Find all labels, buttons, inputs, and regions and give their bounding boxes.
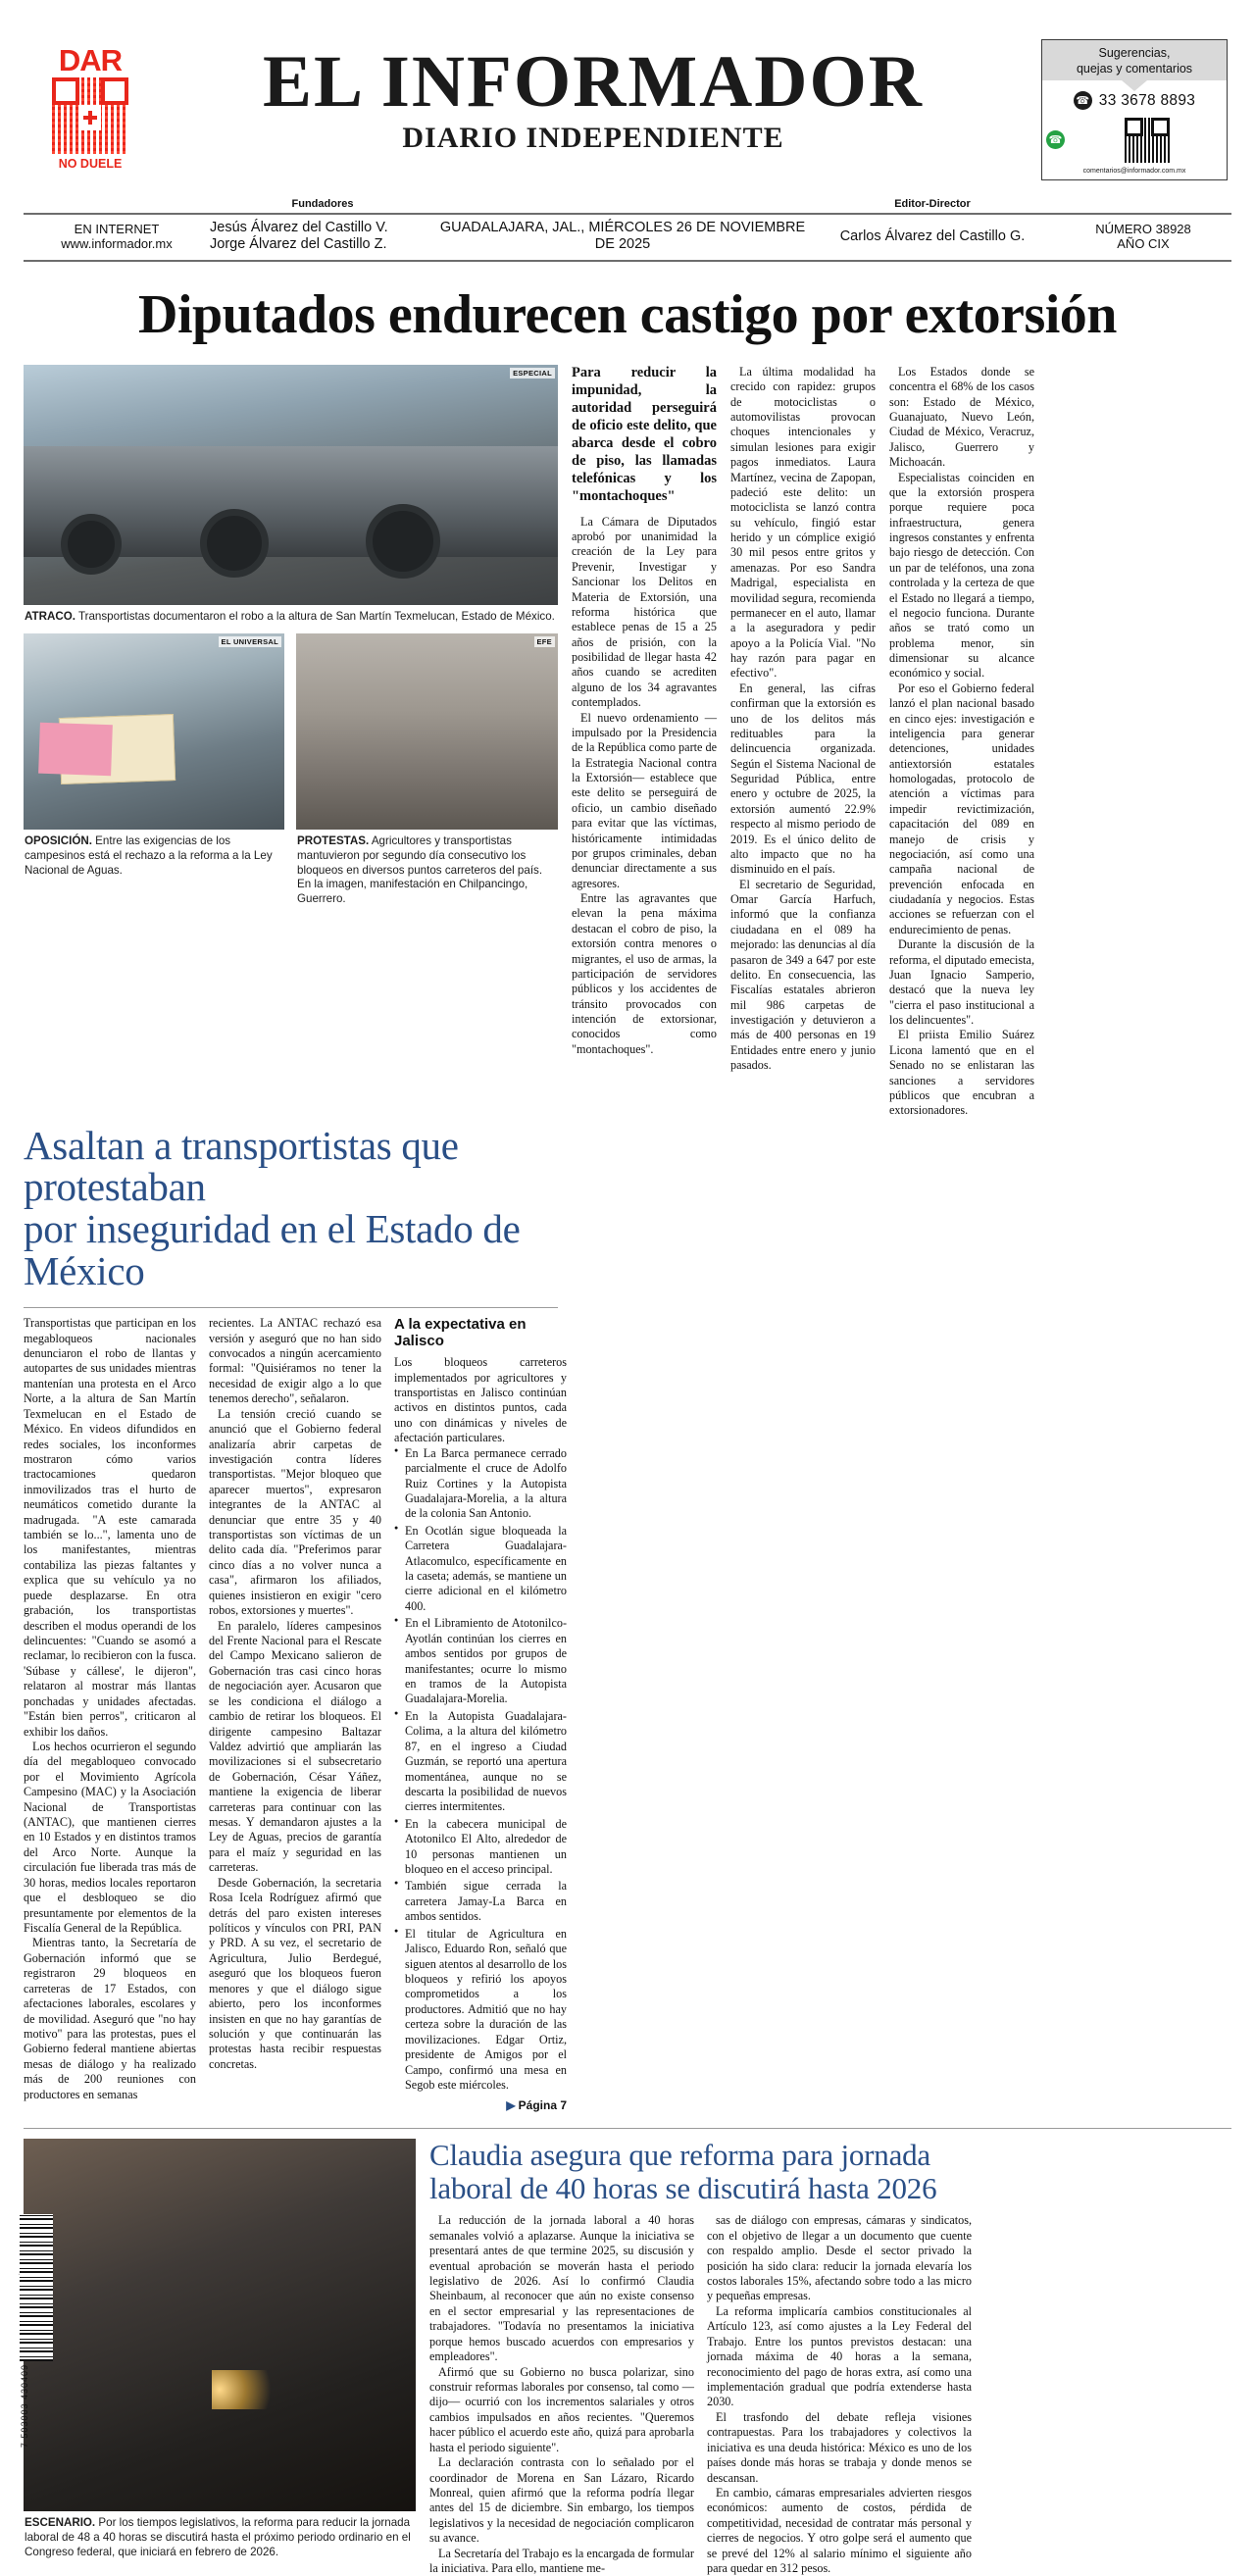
founder-1: Jesús Álvarez del Castillo V.	[210, 220, 388, 235]
list-item: ● En la Autopista Guadalajara-Colima, a la altura del kilómetro 87, en el ingreso a Ciudad Guzmán, se reportó una apertura momentánea, aunque no se descarta la posibilidad de nuevos cierres intermitentes.	[394, 1709, 567, 1815]
bottom-text-column	[429, 2139, 1231, 2576]
paragraph: recientes. La ANTAC rechazó esa versión y aseguró que no han sido convocados a ningún acercamiento formal: "Quisiéramos no tener la necesidad de exigir algo a lo que tenemos derecho", señalaron.	[209, 1316, 381, 1406]
list-item: ● En la cabecera municipal de Atotonilco El Alto, alrededor de 10 personas mantienen un bloqueo en el acceso principal.	[394, 1817, 567, 1878]
place-date: GUADALAJARA, JAL., MIÉRCOLES 26 DE NOVIEMBRE DE 2025	[439, 220, 806, 253]
caption-text: Por los tiempos legislativos, la reforma para reducir la jornada laboral de 48 a 40 horas se discutirá hasta el próximo periodo ordinario en el Congreso federal, que iniciará en febrero de 2026.	[25, 2516, 411, 2558]
paragraph: La tensión creció cuando se anunció que el Gobierno federal analizaría abrir carpetas de investigación contra líderes transportistas. "Mejor bloqueo que aparecer muertos", expresaron integrantes de la ANTAC al denunciar que entre 35 y 40 transportistas son víctimas de un delito cada día. "Preferimos parar cinco días a no volver nunca a casa", afirmaron los afiliados, quienes insistieron en exigir "cero robos, extorsiones y muertes".	[209, 1406, 381, 1618]
lead-paragraph: Especialistas coinciden en que la extorsión prospera porque requiere poca infraestructura, genera ingresos constantes y enfrenta bajo riesgo de detección. Con un par de teléfonos, una zona controlada y la certeza de que el Estado no llegará a tiempo, el negocio funciona. Durante años se trató como un problema menor, sin dimensionar su alcance económico y social.	[889, 470, 1034, 681]
lead-paragraph: Durante la discusión de la reforma, el diputado emecista, Juan Ignacio Samperio, destacó que la nueva ley "cierra el paso institucional a los delincuentes".	[889, 937, 1034, 1028]
list-item: ● En Ocotlán sigue bloqueada la Carretera Guadalajara-Atlacomulco, específicamente en la caseta; además, se mantiene un cierre adicional en el kilómetro 400.	[394, 1524, 567, 1615]
bottom-photo-caption	[24, 2511, 416, 2569]
bottom-headline-line1: Claudia asegura que reforma para jornada	[429, 2138, 930, 2173]
paragraph: La Secretaría del Trabajo es la encargada de formular la iniciativa. Para ello, mantiene me-	[429, 2546, 694, 2576]
caption-lead: ATRACO.	[25, 609, 75, 623]
suggestions-qr-icon	[1125, 118, 1170, 163]
page-reference-label: Página 7	[518, 2098, 567, 2113]
bottom-photo-column	[24, 2139, 416, 2576]
editor-label: Editor-Director	[894, 198, 971, 210]
second-col-3	[394, 1316, 567, 2112]
bottom-story	[24, 2128, 1231, 2576]
bottom-headline	[429, 2139, 1231, 2204]
lead-photo-caption	[24, 605, 558, 634]
photos-column	[24, 365, 558, 1119]
caption-text: Transportistas documentaron el robo a la altura de San Martín Texmelucan, Estado de México.	[77, 609, 555, 623]
paragraph: Mientras tanto, la Secretaría de Gobernación informó que se registraron 29 bloqueos en carreteras de 17 Estados, con afectaciones laborales, escolares y de movilidad. Aseguró que "no hay motivo" para las protestas, pues el Gobierno federal mantiene abiertas mesas de diálogo y ha realizado más de 200 reuniones con productores en semanas	[24, 1936, 196, 2101]
lead-body-3	[889, 365, 1034, 1119]
dar-logo-sub: NO DUELE	[58, 157, 123, 171]
suggestions-box	[1041, 39, 1228, 180]
paragraph: Afirmó que su Gobierno no busca polarizar, sino construir reformas laborales por consenso, tal como —dijo— ocurrió con los incrementos salariales y otros cambios impulsados en años recientes. "Queremos hacer público el acuerdo este año, quizá para aprobarla hasta el periodo siguiente".	[429, 2364, 694, 2454]
photo-credit-tag: EL UNIVERSAL	[219, 636, 281, 647]
barcode-icon	[20, 2214, 53, 2361]
bottom-headline-line2: laboral de 40 horas se discutirá hasta 2026	[429, 2170, 937, 2205]
lead-paragraph: El nuevo ordenamiento —impulsado por la Presidencia de la República como parte de la Estrategia Nacional contra la Extorsión— establece que este delito se perseguirá de oficio, un cambio diseñado para evitar que las víctimas, históricamente intimidadas por grupos criminales, deban denunciar directamente a sus agresores.	[572, 710, 717, 890]
lead-column-1	[572, 365, 717, 1119]
paper-title-block	[145, 41, 1041, 155]
protest-photo-right	[296, 633, 558, 830]
paragraph: Desde Gobernación, la secretaria Rosa Icela Rodríguez afirmó que detrás del paro existen intereses políticos y vínculos con PRI, PAN y PRD. A su vez, el secretario de Agricultura, Julio Berdegué, aseguró que los bloqueos fueron menores y que el diálogo sigue abierto, pero los inconformes insisten en que no hay garantías de solución y que continuarán las protestas hasta recibir respuestas concretas.	[209, 1875, 381, 2071]
info-bar	[24, 213, 1231, 262]
issue-number: NÚMERO 38928	[1095, 221, 1191, 236]
paragraph: La declaración contrasta con lo señalado por el coordinador de Morena en San Lázaro, Ricardo Monreal, quien afirmó que la reforma podría llegar antes del 15 de diciembre. Sin embargo, los tiempos legislativos y la necesidad de negociación complicaron su avance.	[429, 2455, 694, 2546]
photo-credit-tag: EFE	[534, 636, 556, 647]
paragraph: Transportistas que participan en los megabloqueos nacionales denunciaron el robo de llantas y autopartes de sus unidades mientras mantenían una protesta en el Arco Norte, a la altura de San Martín Texmelucan en el Estado de México. En videos difundidos en redes sociales, los inconformes mostraron cómo varios tractocamiones quedaron inmovilizados tras el hurto de neumáticos cometido durante la madrugada. "A este camarada también se lo...", lamenta uno de los manifestantes, mientras contabiliza las piezas faltantes y explica que su vehículo ya no puede desplazarse. En otra grabación, los transportistas describen el modus operandi de los delincuentes: "Cuando se asomó a reclamar, lo recibieron con la fusca. 'Súbase y cállese', le dijeron", relataron al mostrar más llantas ponchadas y unidades afectadas. "Están bien perros", criticaron al exhibir los daños.	[24, 1316, 196, 1739]
list-item: ● El titular de Agricultura en Jalisco, Eduardo Ron, señaló que siguen atentos al desarrollo de los bloqueos y refirió los apoyos comprometidos a los productores. Admitió que no hay certeza sobre la duración de las movilizaciones. Edgar Ortiz, presidente de Amigos por el Campo, confirmó una mesa en Segob este miércoles.	[394, 1927, 567, 2094]
second-story-body	[24, 1316, 1231, 2112]
photo-right-wrap	[296, 633, 558, 916]
paragraph: sas de diálogo con empresas, cámaras y sindicatos, con el objetivo de llegar a un documento que cuente con respaldo amplio. Desde el sector privado la posición ha sido clara: reducir la jornada elevaría los costos laborales 15%, afectando sobre todo a las micro y pequeñas empresas.	[707, 2213, 972, 2303]
second-headline-line2: por inseguridad en el Estado de México	[24, 1205, 521, 1293]
list-item: ● En La Barca permanece cerrado parcialmente el cruce de Adolfo Ruiz Cortines y la Autopista Guadalajara-Morelia, a la altura de la colonia San Antonio.	[394, 1446, 567, 1522]
lead-paragraph: La última modalidad ha crecido con rapidez: grupos de motociclistas o automovilistas provocan choques intencionales y simulan lesiones para exigir pagos inmediatos. Laura Martínez, vecina de Zapopan, padeció este delito: un motociclista se lanzó contra su vehículo, fingió estar herido y un cómplice exigió 30 mil pesos entre gritos y amenazas. Por eso Sandra Madrigal, especialista en movilidad segura, recomienda permanecer en el auto, llamar a la aseguradora y pedir apoyo a la Policía Vial. "No hay razón para pagar en efectivo".	[730, 364, 876, 681]
paper-subtitle: DIARIO INDEPENDIENTE	[402, 122, 784, 154]
issue-year: AÑO CIX	[1117, 236, 1170, 252]
second-col-1	[24, 1316, 196, 2112]
barcode-number: 7 503003 430409	[20, 2363, 29, 2448]
lead-paragraph: El priista Emilio Suárez Licona lamentó que en el Senado no se enlistaran las sanciones a servidores públicos que encubran a extorsionadores.	[889, 1028, 1034, 1118]
lead-paragraph: En general, las cifras confirman que la extorsión es uno de los delitos más redituables para la delincuencia organizada. Según el Sistema Nacional de Seguridad Pública, entre enero y octubre de 2025, la extorsión aumentó 22.9% respecto al mismo periodo de 2019. Es el único delito de alto impacto que no ha disminuido en el país.	[730, 681, 876, 877]
internet-label: EN INTERNET	[74, 221, 160, 236]
dar-logo-word: DAR	[58, 43, 123, 77]
photo-row-secondary	[24, 633, 558, 916]
phone-icon: ☎	[1074, 91, 1092, 110]
lead-body-1	[572, 515, 717, 1058]
editor-name: Carlos Álvarez del Castillo G.	[839, 227, 1026, 244]
protest-photo-left	[24, 633, 284, 830]
bottom-col-2	[707, 2213, 972, 2576]
lead-intro: Para reducir la impunidad, la autoridad perseguirá de oficio este delito, que abarca desde el cobro de piso, las llamadas telefónicas y los "montachoques"	[572, 364, 717, 504]
suggestions-email: comentarios@informador.com.mx	[1082, 168, 1186, 176]
suggestions-phone: 33 3678 8893	[1098, 91, 1196, 109]
left-photo-caption	[24, 830, 284, 887]
founders-label-row	[24, 196, 1231, 213]
second-col-2	[209, 1316, 381, 2112]
dar-logo	[45, 45, 135, 171]
second-story-head-wrap	[24, 1119, 558, 1309]
list-item: ● También sigue cerrada la carretera Jamay-La Barca en ambos sentidos.	[394, 1879, 567, 1924]
issue-info	[1055, 222, 1231, 252]
second-headline-line1: Asaltan a transportistas que protestaban	[24, 1122, 459, 1210]
bottom-col-1	[429, 2213, 694, 2576]
lead-photo	[24, 365, 558, 605]
caption-lead: OPOSICIÓN.	[25, 834, 92, 848]
paragraph: En paralelo, líderes campesinos del Frente Nacional para el Rescate del Campo Mexicano salieron de Gobernación tras casi cinco horas de negociación ayer. Acusaron que se les condiciona el diálogo a cambio de retirar los bloqueos. El dirigente campesino Baltazar Valdez advirtió que ampliarán las movilizaciones si el subsecretario de Gobernación, César Yáñez, mantiene la exigencia de liberar carreteras para continuar con las mesas. Y demandaron ajustes a la Ley de Aguas, precios de garantía para el maíz y seguridad en las carreteras.	[209, 1618, 381, 1875]
red-cross-icon	[79, 105, 101, 130]
bottom-photo	[24, 2139, 416, 2511]
photo-left-wrap	[24, 633, 284, 916]
suggestions-whatsapp-row	[1042, 113, 1227, 168]
suggestions-heading	[1042, 40, 1227, 80]
jalisco-bullet-list	[394, 1446, 567, 2094]
lead-paragraph: Entre las agravantes que elevan la pena máxima destacan el cobro de piso, la extorsión contra menores o migrantes, el uso de armas, la participación de servidores públicos y los accidentes de tránsito provocados con intención de extorsionar, conocidos como "montachoques".	[572, 891, 717, 1056]
whatsapp-icon: ☎	[1046, 130, 1065, 149]
lead-paragraph: Los Estados donde se concentra el 68% de los casos son: Estado de México, Guanajuato, Nuevo León, Ciudad de México, Veracruz, Jalisco, Guerrero y Michoacán.	[889, 364, 1034, 470]
page-title: EL INFORMADOR	[263, 41, 924, 123]
top-section	[24, 365, 1231, 1119]
founders-label: Fundadores	[291, 198, 354, 210]
spacer	[579, 1316, 725, 2112]
bottom-columns	[429, 2213, 1231, 2576]
internet-url[interactable]: www.informador.mx	[61, 236, 173, 252]
spacer	[737, 1316, 882, 2112]
barcode-block	[20, 2214, 65, 2448]
suggestions-heading-line2: quejas y comentarios	[1076, 61, 1193, 76]
page-reference[interactable]	[394, 2098, 567, 2112]
right-photo-caption	[296, 830, 558, 916]
lead-paragraph: La Cámara de Diputados aprobó por unanimidad la creación de la Ley para Prevenir, Investigar y Sancionar los Delitos en Materia de Extorsión, una reforma histórica que establece penas de 15 a 25 años de prisión, con la posibilidad de llegar hasta 42 años cuando se acrediten alguno de los 34 agravantes contemplados.	[572, 514, 717, 710]
caption-text: Entre las exigencias de los campesinos está el rechazo a la reforma a la Ley Nacional de Aguas.	[25, 834, 273, 877]
caption-lead: ESCENARIO.	[25, 2516, 96, 2530]
founder-2: Jorge Álvarez del Castillo Z.	[210, 236, 387, 253]
list-item: ● En el Libramiento de Atotonilco-Ayotlán continúan los cierres en ambos sentidos por grupos de manifestantes; ocurre lo mismo en tramos de la Autopista Guadalajara-Morelia.	[394, 1616, 567, 1707]
divider	[24, 1307, 558, 1308]
second-headline	[24, 1119, 558, 1304]
suggestions-heading-line1: Sugerencias,	[1098, 46, 1171, 60]
lead-body-2	[730, 365, 876, 1074]
jalisco-subhead: A la expectativa en Jalisco	[394, 1316, 527, 1350]
lead-paragraph: Por eso el Gobierno federal lanzó el plan nacional basado en cinco ejes: investigación e inteligencia para generar detenciones, unidades antiextorsión estatales homologadas, protocolo de atención a víctimas para impedir revictimización, capacitación del 089 en manejo de crisis y negociación, así como una campaña nacional de prevención enfocada en ciudadanía y negocios. Estas acciones se refuerzan con el endurecimiento de penas.	[889, 681, 1034, 936]
paragraph: La reforma implicaría cambios constitucionales al Artículo 123, así como ajustes a la Ley Federal del Trabajo. Entre los puntos previstos destacan: una jornada máxima de 40 horas a la semana, reconocimiento del pago de horas extra, así como una implementación gradual que podría extenderse hasta 2030.	[707, 2303, 972, 2409]
lead-column-3	[889, 365, 1034, 1119]
masthead	[24, 0, 1231, 196]
triangle-right-icon: ▶	[506, 2098, 516, 2113]
paragraph: La reducción de la jornada laboral a 40 horas semanales volvió a aplazarse. Aunque la iniciativa se presentará antes de que termine 2025, su discusión y eventual aprobación se moverán hasta el periodo legislativo de 2026. Así lo confirmó Claudia Sheinbaum, al reconocer que aún no existe consenso en el sector empresarial y las representaciones de trabajadores. "Todavía no presentamos la iniciativa porque hemos buscado acuerdos con empresarios y empleadores".	[429, 2213, 694, 2364]
lead-paragraph: El secretario de Seguridad, Omar García Harfuch, informó que la confianza ciudadana en el 089 ha mejorado: las denuncias al día pasaron de 349 a 647 por este delito. En consecuencia, las Fiscalías estatales abrieron mil 986 carpetas de investigación y detuvieron a más de 400 personas en 19 Entidades entre enero y junio pasados.	[730, 877, 876, 1073]
paragraph: Los bloqueos carreteros implementados por agricultores y transportistas en Jalisco continúan activos en distintos puntos, cada uno con dinámicas y niveles de afectación particulares.	[394, 1355, 567, 1445]
qr-code-icon	[52, 77, 128, 154]
lead-column-2	[730, 365, 876, 1119]
internet-info	[24, 222, 210, 252]
paragraph: Los hechos ocurrieron el segundo día del megabloqueo convocado por el Movimiento Agrícola Campesino (MAC) y la Asociación Nacional de Transportistas (ANTAC), que mantienen cierres en 10 Estados y en distintos tramos del Arco Norte. Aunque la circulación fue liberada tras más de 30 horas, medios locales reportaron que el desbloqueo se dio presuntamente por elementos de la Fiscalía General de la República.	[24, 1739, 196, 1936]
caption-lead: PROTESTAS.	[297, 834, 370, 848]
founders-names	[210, 220, 435, 254]
photo-credit-tag: ESPECIAL	[510, 368, 555, 379]
paragraph: En cambio, cámaras empresariales advierten riesgos económicos: aumento de costos, pérdida de competitividad, necesidad de contratar más personal y cierres de negocios. Y otro golpe será el aumento que se prevé del 12% al salario mínimo el siguiente año para quedar en 312 pesos.	[707, 2485, 972, 2576]
lead-headline: Diputados endurecen castigo por extorsión	[138, 283, 1117, 345]
caption-text: Agricultores y transportistas mantuvieron por segundo día consecutivo los bloqueos en diversos puntos carreteros del país. En la imagen, manifestación en Chilpancingo, Guerrero.	[297, 834, 543, 905]
paragraph: El trasfondo del debate refleja visiones contrapuestas. Para los trabajadores y colectivos la iniciativa es una deuda histórica: México es uno de los países donde más horas se trabaja y donde menos se descansan.	[707, 2409, 972, 2485]
